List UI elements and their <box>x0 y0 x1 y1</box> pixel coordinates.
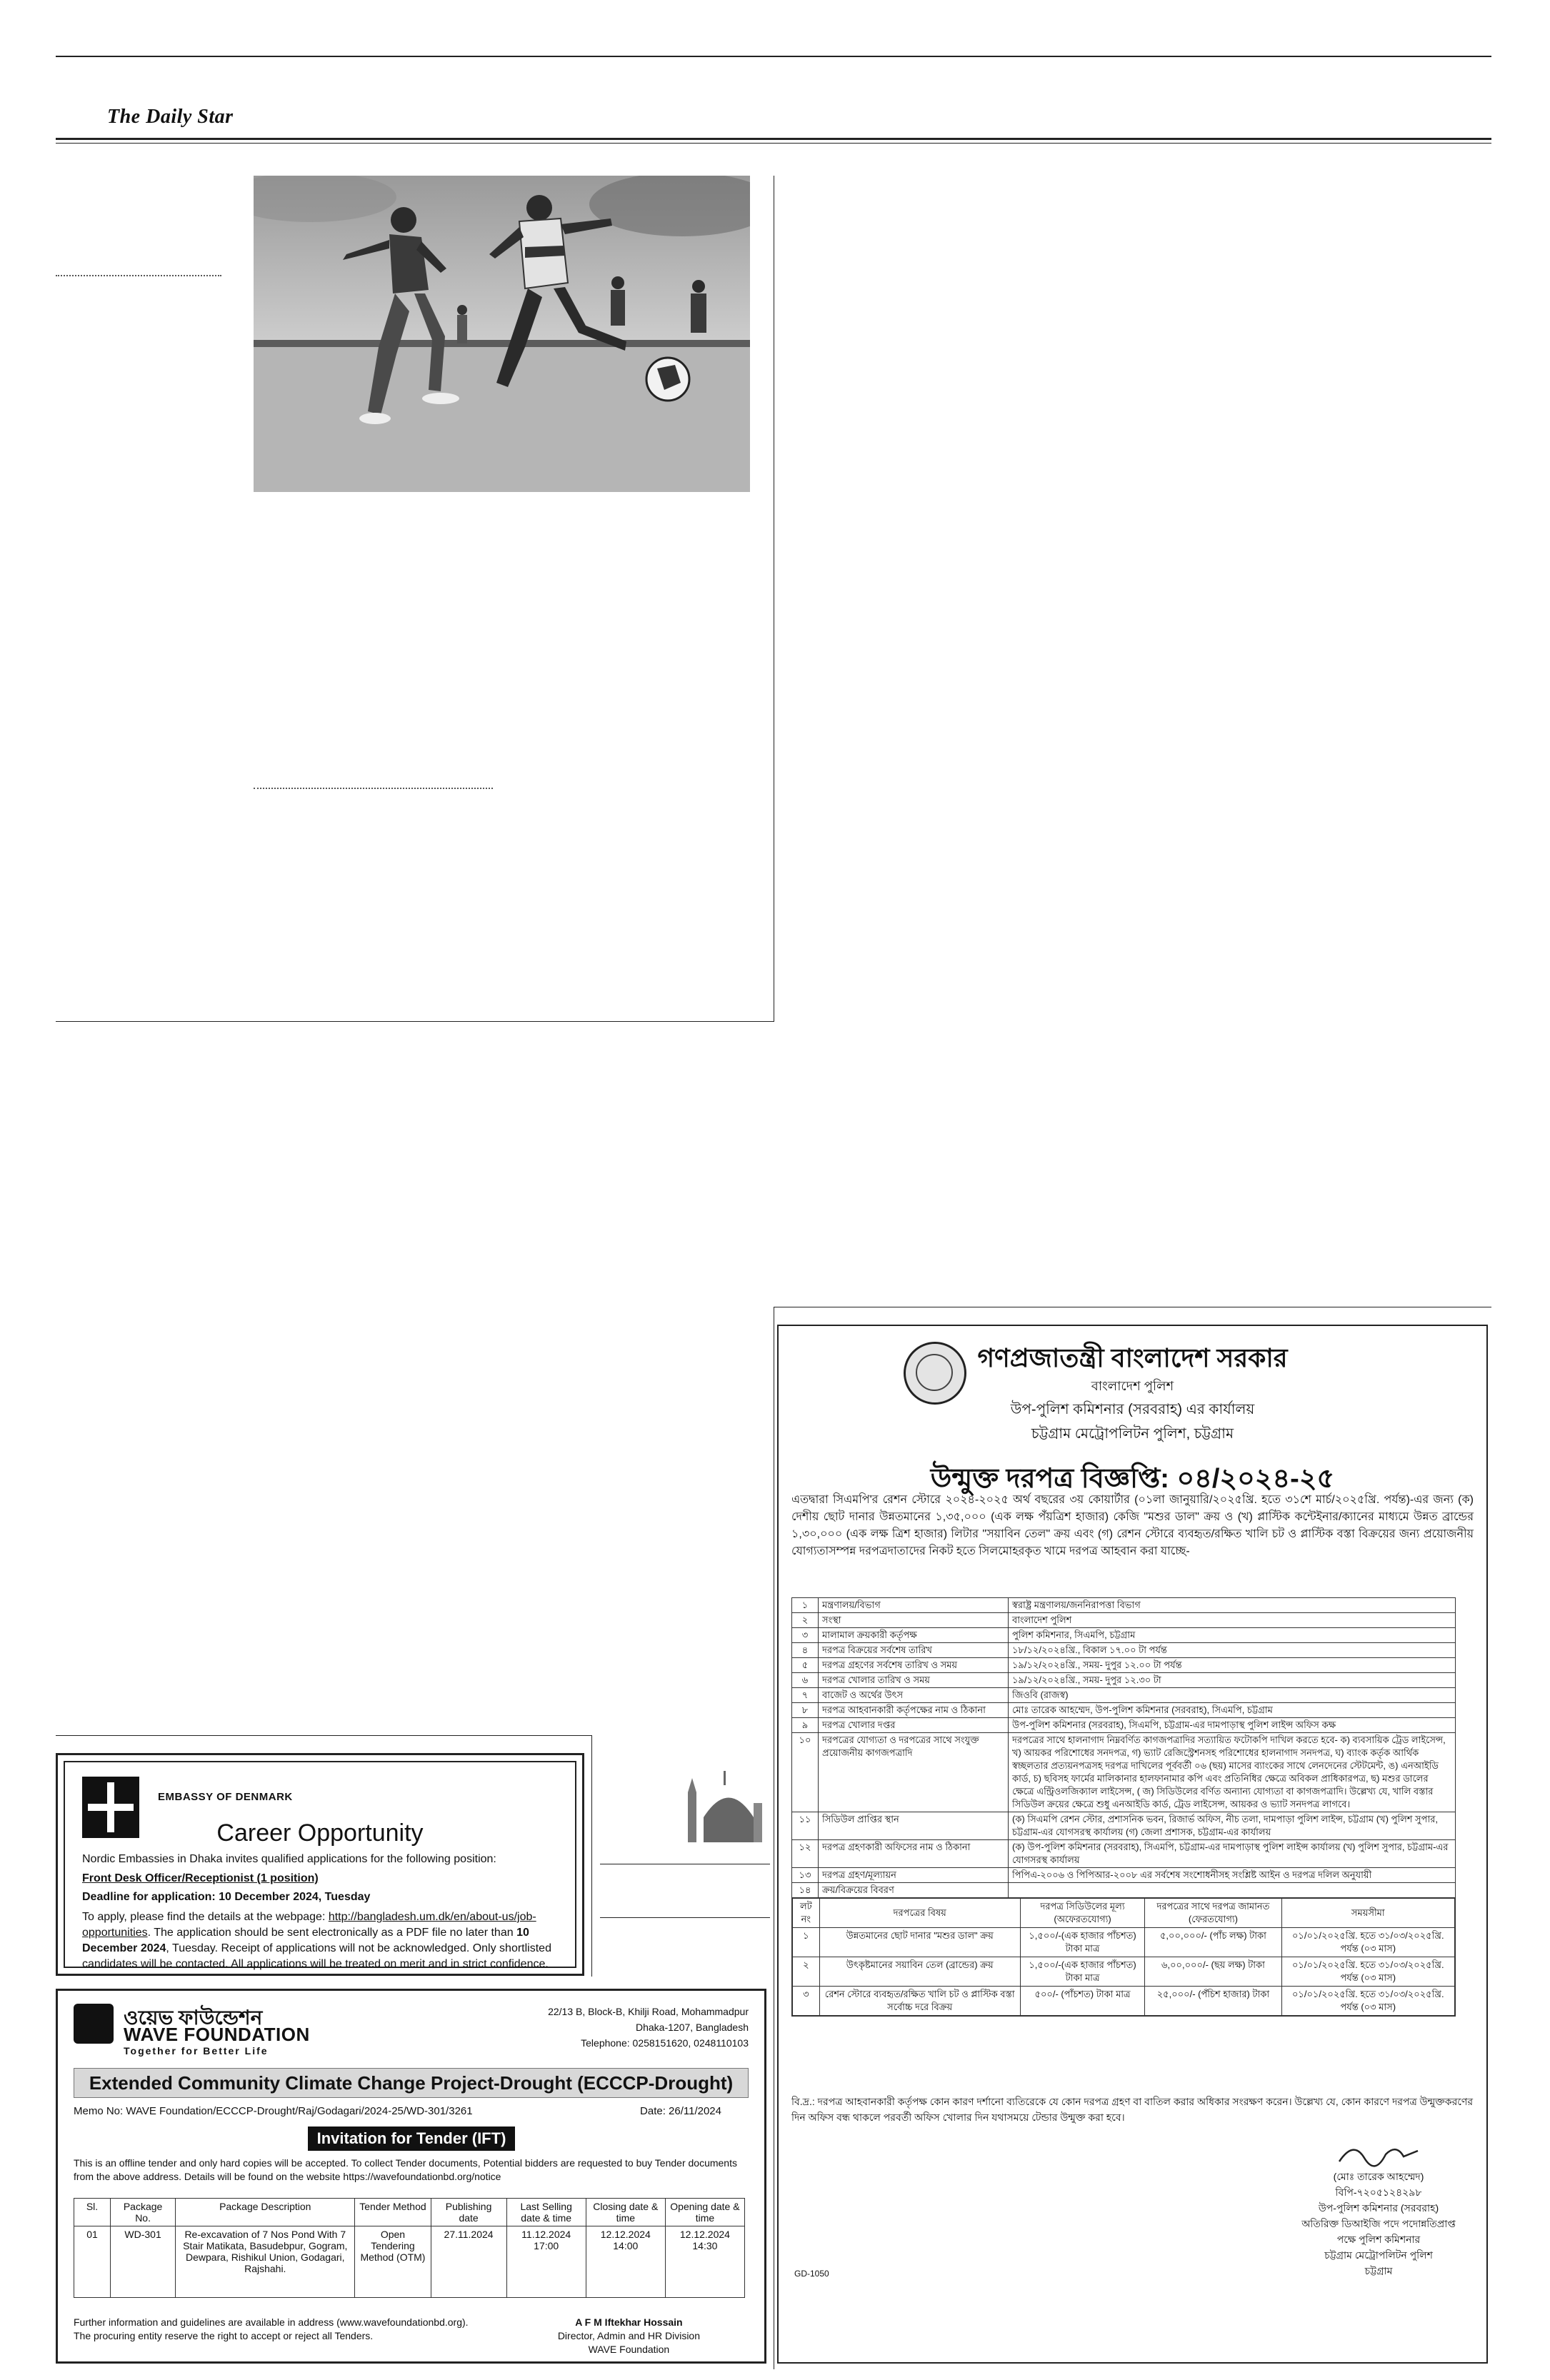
signer-org: WAVE Foundation <box>588 2344 670 2355</box>
position-title: Front Desk Officer/Receptionist (1 position) <box>82 1872 319 1884</box>
gov-line-2: উপ-পুলিশ কমিশনার (সরবরাহ) এর কার্যালয় <box>1010 1402 1255 1417</box>
table-cell: উন্নতমানের ছোট দানার "মশুর ডাল" ক্রয় <box>819 1928 1020 1957</box>
lot-row <box>793 1957 1455 1987</box>
table-cell: সংস্থা <box>819 1613 1009 1628</box>
gov-line-1: বাংলাদেশ পুলিশ <box>1091 1379 1174 1393</box>
table-row <box>74 2226 745 2298</box>
signature-block <box>558 2316 700 2356</box>
masthead: The Daily Star <box>107 106 234 128</box>
body-text-1: To apply, please find the details at the webpage: <box>82 1911 329 1923</box>
table-row <box>792 1868 1456 1883</box>
table-cell: 12.12.2024 14:30 <box>665 2226 744 2298</box>
table-cell: দরপত্র গ্রহণের সর্বশেষ তারিখ ও সময় <box>819 1658 1009 1673</box>
address-line-1: 22/13 B, Block-B, Khilji Road, Mohammadpur <box>548 2006 749 2017</box>
header-cell: Package No. <box>111 2199 176 2226</box>
body-deadline: 10 December 2024 <box>82 1927 529 1954</box>
job-link[interactable]: http://bangladesh.um.dk/en/about-us/job-opportunities <box>82 1911 536 1939</box>
table-cell: ০১/০১/২০২৫খ্রি. হতে ৩১/০৩/২০২৫খ্রি. পর্যন্ত (০৩ মাস) <box>1281 1928 1454 1957</box>
table-cell: WD-301 <box>111 2226 176 2298</box>
ift-banner: Invitation for Tender (IFT) <box>308 2127 515 2151</box>
table-cell: ১৪ <box>792 1883 819 1898</box>
table-cell: ০১/০১/২০২৫খ্রি. হতে ৩১/০৩/২০২৫খ্রি. পর্যন্ত (০৩ মাস) <box>1281 1957 1454 1987</box>
ad-title: Career Opportunity <box>216 1819 424 1847</box>
table-cell: ক্রয়/বিক্রয়ের বিবরণ <box>819 1883 1009 1898</box>
signature-line: অতিরিক্ত ডিআইজি পদে পদোন্নতিপ্রাপ্ত <box>1301 2218 1456 2229</box>
table-cell: দরপত্র গ্রহণ/মূল্যায়ন <box>819 1868 1009 1883</box>
header-cell: Opening date & time <box>665 2199 744 2226</box>
notice-details-table <box>791 1597 1456 2017</box>
body-text-2: . The application should be sent electronically as a PDF file no later than <box>147 1927 517 1939</box>
ad-intro: Nordic Embassies in Dhaka invites qualified applications for the following position: <box>82 1853 496 1865</box>
table-cell: দরপত্রের যোগ্যতা ও দরপত্রের সাথে সংযুক্ত প্রয়োজনীয় কাগজপত্রাদি <box>819 1733 1009 1812</box>
table-cell: (ক) উপ-পুলিশ কমিশনার (সরবরাহ), সিএমপি, চট্টগ্রাম-এর দামপাড়াস্থ পুলিশ লাইন্স কার্যালয় (খ) পুলিশ সুপার, চট্টগ্রাম-এর যোগসরস্থ কার্যালয় <box>1009 1840 1456 1868</box>
table-cell: ১৩ <box>792 1868 819 1883</box>
table-cell: ৫,০০,০০০/- (পাঁচ লক্ষ) টাকা <box>1145 1928 1281 1957</box>
header-cell: দরপত্র সিডিউলের মূল্য (অফেরতযোগ্য) <box>1020 1899 1145 1928</box>
table-cell: পুলিশ কমিশনার, সিএমপি, চট্টগ্রাম <box>1009 1628 1456 1643</box>
memo-number: Memo No: WAVE Foundation/ECCCP-Drought/Raj/Godagari/2024-25/WD-301/3261 <box>74 2105 473 2117</box>
org-address <box>491 2004 749 2051</box>
header-cell: Sl. <box>74 2199 111 2226</box>
table-cell: রেশন স্টোরে ব্যবহৃত/রক্ষিত খালি চট ও প্লাস্টিক বস্তা সর্বোচ্চ দরে বিক্রয় <box>819 1987 1020 2016</box>
tender-table <box>74 2198 745 2298</box>
table-cell: ৬,০০,০০০/- (ছয় লক্ষ) টাকা <box>1145 1957 1281 1987</box>
table-row <box>792 1613 1456 1628</box>
table-cell: দরপত্র খোলার তারিখ ও সময় <box>819 1673 1009 1688</box>
table-cell: ১২ <box>792 1840 819 1868</box>
table-cell: ৭ <box>792 1688 819 1703</box>
ad-code: GD-1050 <box>794 2269 829 2279</box>
table-row <box>792 1812 1456 1840</box>
table-cell: ১০ <box>792 1733 819 1812</box>
table-cell: (ক) সিএমপি রেশন স্টোর, প্রশাসনিক ভবন, রিজার্ভ অফিস, নীচ তলা, দামপাড়া পুলিশ লাইন্স, চট্টগ্রাম (খ) পুলিশ সুপার, চট্টগ্রাম-এর যোগসরস্থ কার্যালয় (গ) জেলা প্রশাসক, চট্টগ্রাম-এর কার্যালয় <box>1009 1812 1456 1840</box>
header-cell: Tender Method <box>355 2199 431 2226</box>
table-cell: উপ-পুলিশ কমিশনার (সরবরাহ), সিএমপি, চট্টগ্রাম-এর দামপাড়াস্থ পুলিশ লাইন্স অফিস কক্ষ <box>1009 1718 1456 1733</box>
table-cell: ৪ <box>792 1643 819 1658</box>
signature-line: চট্টগ্রাম মেট্রোপলিটন পুলিশ <box>1324 2249 1433 2261</box>
top-rule <box>56 56 1491 57</box>
masthead-rule-2 <box>56 143 1491 144</box>
tender-header-row <box>74 2199 745 2226</box>
table-cell: Re-excavation of 7 Nos Pond With 7 Stair Matikata, Basudebpur, Gogram, Dewpara, Rishikul Union, Godagari, Rajshahi. <box>176 2226 355 2298</box>
lots-container <box>792 1898 1456 2017</box>
notice-intro: এতদ্বারা সিএমপি'র রেশন স্টোরে ২০২৪-২০২৫ অর্থ বছরের ৩য় কোয়ার্টার (০১লা জানুয়ারি/২০২৫খ্রি. হতে ৩১শে মার্চ/২০২৫খ্রি. পর্যন্ত)-এর জন্য (ক) দেশীয় ছোট দানার উন্নতমানের ১,৩৫,০০০ (এক লক্ষ পঁয়ত্রিশ হাজার) কেজি "মশুর ডাল" ক্রয় ও (খ) প্লাস্টিক কন্টেইনার/ক্যানের মাধ্যমে উন্নত ব্রান্ডের ১,৩০,০০০ (এক লক্ষ ত্রিশ হাজার) লিটার "সয়াবিন তেল" ক্রয় এবং (গ) রেশন স্টোরে ব্যবহৃত/রক্ষিত খালি চট ও প্লাস্টিক বস্তা বিক্রয়ের জন্য প্রয়োজনীয় যোগ্যতাসম্পন্ন দরপত্রদাতাদের নিকট হতে সিলমোহরকৃত খামে দরপত্র আহবান করা যাচ্ছে- <box>791 1494 1474 1557</box>
table-cell: ১৯/১২/২০২৪খ্রি., সময়- দুপুর ১২.৩০ টা <box>1009 1673 1456 1688</box>
table-cell: বাজেট ও অর্থের উৎস <box>819 1688 1009 1703</box>
table-cell: 12.12.2024 14:00 <box>586 2226 665 2298</box>
table-row <box>792 1673 1456 1688</box>
table-cell: সিডিউল প্রাপ্তির স্থান <box>819 1812 1009 1840</box>
signature-line: উপ-পুলিশ কমিশনার (সরবরাহ) <box>1318 2202 1439 2214</box>
table-cell: ২ <box>793 1957 820 1987</box>
offline-notice: This is an offline tender and only hard copies will be accepted. To collect Tender documents, Potential bidders are requested to buy Tender documents from the above address. Details will be found on the website https://wavefoundationbd.org/notice <box>74 2157 737 2182</box>
signature-line: (মোঃ তারেক আহম্মেদ) <box>1333 2171 1424 2182</box>
lots-header-row <box>793 1899 1455 1928</box>
signer-title: Director, Admin and HR Division <box>557 2330 700 2341</box>
header-cell: সময়সীমা <box>1281 1899 1454 1928</box>
left-ads-top-rule <box>56 1735 591 1736</box>
signature-line: পক্ষে পুলিশ কমিশনার <box>1336 2234 1421 2245</box>
project-title: Extended Community Climate Change Project-Drought (ECCCP-Drought) <box>74 2068 749 2098</box>
table-cell: দরপত্র আহবানকারী কর্তৃপক্ষের নাম ও ঠিকানা <box>819 1703 1009 1718</box>
header-cell: দরপত্রের সাথে দরপত্র জামানত (ফেরতযোগ্য) <box>1145 1899 1281 1928</box>
table-row <box>792 1598 1456 1613</box>
table-row <box>792 1658 1456 1673</box>
lots-table <box>792 1898 1455 2016</box>
table-cell: পিপিএ-২০০৬ ও পিপিআর-২০০৮ এর সর্বশেষ সংশোধনীসহ সংশ্লিষ্ট আইন ও দরপত্র দলিল অনুযায়ী <box>1009 1868 1456 1883</box>
table-cell: উৎকৃষ্টমানের সয়াবিন তেল (ব্রান্ডের) ক্রয় <box>819 1957 1020 1987</box>
table-row <box>792 1628 1456 1643</box>
org-name: WAVE FOUNDATION <box>124 2024 310 2045</box>
table-cell: ২ <box>792 1613 819 1628</box>
header-cell: দরপত্রের বিষয় <box>819 1899 1020 1928</box>
header-cell: লট নং <box>793 1899 820 1928</box>
table-cell: ২৫,০০০/- (পঁচিশ হাজার) টাকা <box>1145 1987 1281 2016</box>
table-cell: মালামাল ক্রয়কারী কর্তৃপক্ষ <box>819 1628 1009 1643</box>
gov-line-3: চট্টগ্রাম মেট্রোপলিটন পুলিশ, চট্টগ্রাম <box>1031 1426 1234 1442</box>
table-cell: ১৮/১২/২০২৪খ্রি., বিকাল ১৭.০০ টা পর্যন্ত <box>1009 1643 1456 1658</box>
table-cell: জিওবি (রাজস্ব) <box>1009 1688 1456 1703</box>
signature-line: চট্টগ্রাম <box>1364 2265 1393 2276</box>
table-row <box>792 1718 1456 1733</box>
dotted-separator-1 <box>56 275 221 276</box>
wave-tender-ad <box>56 1989 766 2364</box>
table-cell: ৩ <box>793 1987 820 2016</box>
mosque-icon <box>682 1764 768 1842</box>
org-tagline: Together for Better Life <box>124 2045 269 2057</box>
table-cell: স্বরাষ্ট্র মন্ত্রণালয়/জননিরাপত্তা বিভাগ <box>1009 1598 1456 1613</box>
table-cell: ১১ <box>792 1812 819 1840</box>
table-cell: ১,৫০০/-(এক হাজার পাঁচশত) টাকা মাত্র <box>1020 1928 1145 1957</box>
police-tender-notice <box>777 1325 1488 2364</box>
header-cell: Closing date & time <box>586 2199 665 2226</box>
table-cell: ১ <box>792 1598 819 1613</box>
table-cell: ১ <box>793 1928 820 1957</box>
football-photo <box>254 176 750 492</box>
table-cell: ৫ <box>792 1658 819 1673</box>
table-cell: ৬ <box>792 1673 819 1688</box>
signature-icon <box>1336 2137 1421 2172</box>
table-cell <box>1009 1883 1456 1898</box>
table-cell: দরপত্র গ্রহণকারী অফিসের নাম ও ঠিকানা <box>819 1840 1009 1868</box>
table-cell: ০১/০১/২০২৫খ্রি. হতে ৩১/০৩/২০২৫খ্রি. পর্যন্ত (০৩ মাস) <box>1281 1987 1454 2016</box>
table-cell: ৮ <box>792 1703 819 1718</box>
signer-name: A F M Iftekhar Hossain <box>575 2316 683 2328</box>
dotted-separator-2 <box>254 788 493 789</box>
lot-row <box>793 1987 1455 2016</box>
table-cell: 01 <box>74 2226 111 2298</box>
notice-signature-block <box>1293 2169 1464 2279</box>
table-cell: দরপত্র বিক্রয়ের সর্বশেষ তারিখ <box>819 1643 1009 1658</box>
ad-inner-frame <box>64 1761 576 1968</box>
table-row <box>792 1688 1456 1703</box>
lot-row <box>793 1928 1455 1957</box>
signature-line: বিপি-৭২০৫১২৪২৯৮ <box>1335 2186 1422 2198</box>
header-cell: Publishing date <box>431 2199 506 2226</box>
deadline: Deadline for application: 10 December 2024, Tuesday <box>82 1891 371 1903</box>
footer-guidelines: Further information and guidelines are available in address (www.wavefoundationbd.org). The procuring entity reserve the right to accept or reject all Tenders. <box>74 2316 469 2341</box>
table-cell: মন্ত্রণালয়/বিভাগ <box>819 1598 1009 1613</box>
table-cell: দরপত্রের সাথে হালনাগাদ নিম্নবর্ণিত কাগজপত্রাদির সত্যায়িত ফটোকপি দাখিল করতে হবে- ক) ব্যবসায়িক ট্রেড লাইসেন্স, খ) আয়কর পরিশোধের সনদপত্র, গ) ভ্যাট রেজিস্ট্রেশনসহ পরিশোধের হালনাগাদ সনদপত্র, ঘ) ব্যাংক কর্তৃক আর্থিক স্বচ্ছলতার প্রত্যয়নপত্রসহ দরপত্র দাখিলের পূর্ববর্তী ০৬ (ছয়) মাসের ব্যাংকের সাথে লেনদেনের স্টেটমেন্ট, ঙ) এনআইডি কার্ড, চ) ছবিসহ ফার্মের মালিকানার হালফানামার কপি এবং প্রতিনিধির ক্ষেত্রে অবিকল প্রাধিকারপত্র, ছ) মশুর ডালের ক্ষেত্রে এন্ট্রিওলজিক্যাল লাইসেন্স, ( জ) সিডিউলের বর্ণিত অন্যান্য যোগ্যতা বা কাগজপত্রাদি। উল্লেখ্য যে, খালি বস্তার সিডিউল ক্রয়ের ক্ষেত্রে শুধু এনআইডি কার্ড, ট্রেড লাইসেন্স, আয়কর ও ভ্যাট সনদপত্র লাগবে। <box>1009 1733 1456 1812</box>
lots-row <box>792 1898 1456 2017</box>
address-line-2: Dhaka-1207, Bangladesh <box>635 2022 749 2033</box>
table-cell: 11.12.2024 17:00 <box>506 2226 586 2298</box>
header-cell: Last Selling date & time <box>506 2199 586 2226</box>
masthead-rule-1 <box>56 138 1491 140</box>
table-cell: মোঃ তারেক আহম্মেদ, উপ-পুলিশ কমিশনার (সরবরাহ), সিএমপি, চট্টগ্রাম <box>1009 1703 1456 1718</box>
body-text-3: , Tuesday. Receipt of applications will not be acknowledged. Only shortlisted candidates will be contacted. All applications will be treated on merit and in strict confidence. <box>82 1942 551 1970</box>
table-row <box>792 1643 1456 1658</box>
table-row <box>792 1733 1456 1812</box>
table-cell: ৯ <box>792 1718 819 1733</box>
left-ads-divider <box>591 1735 592 1977</box>
notice-note: বি.দ্র.: দরপত্র আহবানকারী কর্তৃপক্ষ কোন কারণ দর্শানো ব্যতিরেকে যে কোন দরপত্র গ্রহণ বা বাতিল করার অধিকার সংরক্ষণ করেন। উল্লেখ্য যে, কোন কারণে দরপত্র উন্মুক্তকরণের দিন অফিস বন্ধ থাকলে পরবর্তী অফিস খোলার দিন যথাসময়ে টেন্ডার উন্মুক্ত করা হবে। <box>791 2096 1474 2123</box>
table-cell: ১৯/১২/২০২৪খ্রি., সময়- দুপুর ১২.০০ টা পর্যন্ত <box>1009 1658 1456 1673</box>
ad-body <box>82 1909 558 1972</box>
table-row <box>792 1703 1456 1718</box>
table-cell: বাংলাদেশ পুলিশ <box>1009 1613 1456 1628</box>
article-bottom-rule <box>56 1021 774 1022</box>
embassy-name: EMBASSY OF DENMARK <box>158 1791 293 1803</box>
wave-logo-icon <box>74 2004 114 2044</box>
table-row <box>792 1840 1456 1868</box>
telephone: Telephone: 0258151620, 0248110103 <box>581 2037 749 2049</box>
football-players-photo <box>254 176 750 492</box>
header-cell: Package Description <box>176 2199 355 2226</box>
org-name-bn: ওয়েভ ফাউন্ডেশন <box>124 2007 263 2029</box>
embassy-career-ad <box>56 1753 584 1976</box>
table-cell: Open Tendering Method (OTM) <box>355 2226 431 2298</box>
notice-number: উন্মুক্ত দরপত্র বিজ্ঞপ্তি: ০৪/২০২৪-২৫ <box>930 1464 1335 1494</box>
table-cell: ১,৫০০/-(এক হাজার পাঁচশত) টাকা মাত্র <box>1020 1957 1145 1987</box>
table-cell: ৩ <box>792 1628 819 1643</box>
table-cell: 27.11.2024 <box>431 2226 506 2298</box>
memo-date: Date: 26/11/2024 <box>640 2105 721 2117</box>
mosque-rule-2 <box>600 1917 770 1918</box>
table-cell: দরপত্র খোলার দপ্তর <box>819 1718 1009 1733</box>
table-row <box>792 1883 1456 1898</box>
gov-title: গণপ্রজাতন্ত্রী বাংলাদেশ সরকার <box>977 1343 1288 1372</box>
table-cell: ৫০০/- (পাঁচশত) টাকা মাত্র <box>1020 1987 1145 2016</box>
